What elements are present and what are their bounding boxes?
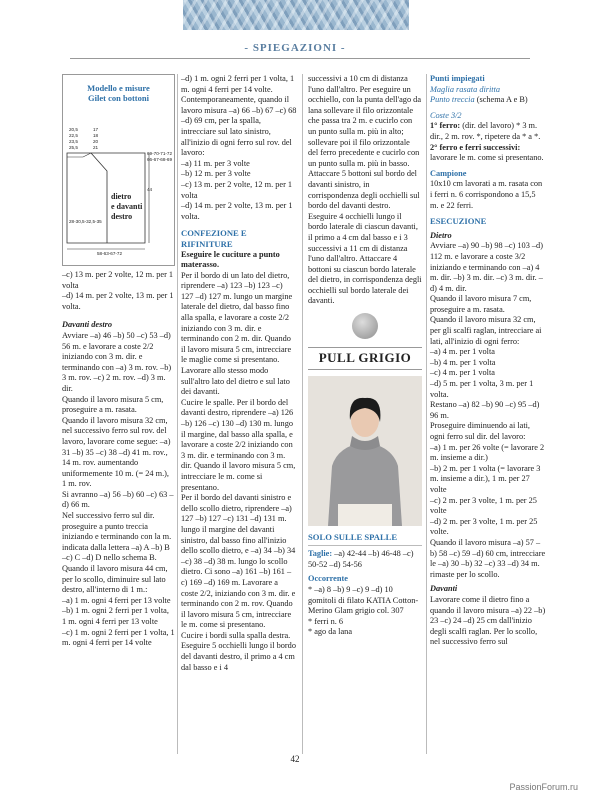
ferro1-text: (dir. del lavoro) * 3 m. dir., 2 m. rov. *, ripetere da * a *.: [430, 121, 541, 141]
column-4: [430, 74, 546, 648]
paragraph: Eseguire 4 occhielli lungo il bordo laterale di ciascun davanti, il primo a 4 cm dal basso e i 3 successivi a 11 cm di distanza l'uno dall'altro. Attaccare 4 bottoni su ciascun bordo laterale del dietro, in corrispondenza degli occhielli sul bordo laterale dei davanti.: [308, 211, 422, 306]
ferro2-text: lavorare le m. come si presentano.: [430, 153, 544, 163]
campione-text: 10x10 cm lavorati a m. rasata con i ferri n. 6 corrispondono a 15,5 m. e 22 ferri.: [430, 179, 543, 210]
schema-box: [62, 74, 175, 266]
text-line: –c) 13 m. per 2 volte, 12 m. per 1 volta: [62, 270, 174, 290]
column-divider: [302, 74, 303, 754]
schema-side-top: 69-70-71-72: [147, 151, 173, 156]
knit-texture-banner: [183, 0, 409, 30]
paragraph: Per il bordo di un lato del dietro, riprendere –a) 123 –b) 123 –c) 127 –d) 127 m. lungo un margine laterale del dietro, dal basso fino alla spalla, e lavorare a coste 2/2 iniziando con 3 m. dir. e terminando con 2 m. dir. Quando il lavoro misura 5 cm, intrecciare le maglie come si presentano. Lavorare allo stesso modo sull'altro lato del dietro e sul lato dei davanti.: [181, 270, 293, 397]
paragraph: Si avranno –a) 56 –b) 60 –c) 63 –d) 66 m.: [62, 489, 174, 510]
schema-h1: 20,5: [69, 127, 78, 132]
paragraph: –b) 4 m. per 1 volta: [430, 357, 496, 367]
paragraph: –c) 13 m. per 2 volte, 12 m. per 1 volta: [181, 179, 293, 200]
paragraph: –a) 1 m. ogni 4 ferri per 13 volte: [62, 595, 171, 605]
paragraph: –d) 2 m. per 3 volte, 1 m. per 25 volte.: [430, 516, 538, 537]
paragraph: Nel successivo ferro sul dir. proseguire a punto treccia iniziando e terminando con la m. indicata dalla lettera –a) A –b) B –c) C –d) D nello schema B.: [62, 511, 172, 563]
garment-schema: [63, 111, 176, 261]
paragraph: Avviare –a) 46 –b) 50 –c) 53 –d) 56 m. e lavorare a coste 2/2 iniziando con 3 m. dir. e terminando con –a) 3 m. rov. –b) 3 m. rov. –c) 2 m. rov. –d) 3 m. dir.: [62, 330, 172, 393]
list-item: * ago da lana: [308, 627, 353, 637]
punti-heading: Punti impiegati: [430, 74, 485, 83]
page-number: 42: [290, 754, 300, 764]
punti-schema: (schema A e B): [474, 95, 528, 105]
paragraph: –a) 1 m. per 26 volte (= lavorare 2 m. insieme a dir.): [430, 442, 545, 463]
column-divider: [426, 74, 427, 754]
coste-heading: Coste 3/2: [430, 110, 462, 120]
bold-intro: Eseguire le cuciture a punto materasso.: [181, 249, 280, 270]
paragraph: Quando il lavoro misura –a) 57 –b) 58 –c) 59 –d) 60 cm, intrecciare le –a) 30 –b) 32 –c) 33 –d) 34 m. rimaste per lo scollo.: [430, 537, 546, 579]
paragraph: Quando il lavoro misura 32 cm, per gli scalfi raglan, intrecciare ai lati, all'inizio di ogni ferro:: [430, 315, 542, 346]
paragraph: –a) 4 m. per 1 volta: [430, 347, 495, 357]
paragraph: –d) 1 m. ogni 2 ferri per 1 volta, 1 m. ogni 4 ferri per 14 volte.: [181, 74, 295, 94]
schema-neck: 28-30,5-32,5-35: [69, 219, 102, 224]
taglie-label: Taglie:: [308, 549, 333, 559]
paragraph: Contemporaneamente, quando il lavoro misura –a) 66 –b) 67 –c) 68 –d) 69 cm, per la spalla, intrecciare sul lato sinistro, all'inizio di ogni ferro sul rov. del lavoro:: [181, 95, 297, 158]
paragraph: Lavorare come il dietro fino a quando il lavoro misura –a) 22 –b) 23 –c) 24 –d) 25 cm dall'inizio degli scalfi raglan. Per lo scollo, nel successivo ferro sul: [430, 594, 546, 647]
paragraph: –c) 2 m. per 3 volte, 1 m. per 25 volte: [430, 495, 537, 516]
paragraph: –c) 1 m. ogni 2 ferri per 1 volta, 1 m. ogni 4 ferri per 14 volte: [62, 627, 175, 648]
subtitle-solo-spalle: SOLO SULLE SPALLE: [308, 531, 398, 542]
column-3: [308, 74, 422, 638]
paragraph: –b) 12 m. per 3 volte: [181, 169, 251, 179]
list-item: * ferri n. 6: [308, 616, 344, 626]
paragraph: successivi a 10 cm di distanza l'uno dall'altro. Per eseguire un occhiello, con la punta dell'ago da lana sollevare il filo orizzontale che passa tra 2 m. e cucirlo con un punto sulla m. più in alto; sollevare poi il filo orizzontale del ferro precedente e cucirlo con un punto sulla m. più in basso. Attaccare 5 bottoni sul bordo del davanti sinistro, in corrispondenza degli occhielli sul bordo del davanti destro.: [308, 74, 422, 211]
esecuzione-heading: ESECUZIONE: [430, 216, 487, 227]
list-item: * –a) 8 –b) 9 –c) 9 –d) 10 gomitoli di filato KATIA Cotton-Merino Glam grigio col. 307: [308, 585, 419, 616]
schema-front-line-3: destro: [111, 212, 133, 221]
column-2: [181, 74, 297, 673]
schema-front-line-2: e davanti: [111, 202, 143, 211]
paragraph: –a) 11 m. per 3 volte: [181, 158, 250, 168]
schema-h2: 22,5: [69, 133, 78, 138]
paragraph: –b) 1 m. ogni 2 ferri per 1 volta, 1 m. ogni 4 ferri per 13 volte: [62, 606, 169, 626]
schema-side-44: 44: [147, 187, 153, 192]
paragraph: Proseguire diminuendo ai lati, ogni ferro sul dir. del lavoro:: [430, 421, 531, 441]
occorrente-heading: Occorrente: [308, 574, 348, 584]
paragraph: –d) 5 m. per 1 volta, 3 m. per 1 volta.: [430, 379, 534, 399]
paragraph: Per il bordo del davanti sinistro e dello scollo dietro, riprendere –a) 127 –b) 127 –c) 131 –d) 131 m. lungo il margine del davanti sinistro, dal basso fino all'inizio dello scollo dietro, e –a) 34 –b) 34 –c) 38 –d) 38 m. lungo lo scollo dietro. Ci sono –a) 161 –b) 161 –c) 169 –d) 169 m. Lavorare a coste 2/2, iniziando con 3 m. dir. e terminando con 2 m. rov. Quando il lavoro misura 5 cm, intrecciare le m. come si presentano.: [181, 493, 296, 630]
schema-title-line-1: Modello e misure: [87, 83, 150, 93]
model-photo: [308, 376, 422, 526]
text-line: –d) 14 m. per 2 volte, 13 m. per 1 volta.: [62, 291, 174, 311]
schema-w2: 18: [93, 133, 99, 138]
paragraph: Cucire le spalle. Per il bordo del davanti destro, riprendere –a) 126 –b) 126 –c) 130 –d) 130 m. lungo il margine, dal basso alla spalla, e lavorare a coste 2/2 iniziando con 3 m. dir. e terminando con 3 m. dir. Quando il lavoro misura 5 cm, intrecciare le m. come si presentano.: [181, 397, 296, 492]
pattern-title: PULL GRIGIO: [308, 347, 422, 370]
schema-side-mid: 66-67-68-69: [147, 157, 173, 162]
ferro1-label: 1° ferro:: [430, 121, 461, 131]
schema-title: [63, 83, 174, 103]
watermark: PassionForum.ru: [509, 782, 578, 792]
paragraph: Quando il lavoro misura 32 cm, nel successivo ferro sul rov. del lavoro, lavorare come segue: –a) 31 –b) 35 –c) 38 –d) 41 m. rov., 14 m. rov. aumentando uniformemente 10 m. (= 24 m.), 1 m. rov.: [62, 415, 171, 489]
column-divider: [177, 74, 178, 754]
paragraph: Cucire i bordi sulla spalla destra. Eseguire 5 occhielli lungo il bordo del davanti destro, il primo a 4 cm dal basso e i 4: [181, 630, 296, 672]
heading-confezione: CONFEZIONE E RIFINITURE: [181, 228, 247, 249]
punto-treccia: Punto treccia: [430, 95, 475, 105]
schema-w3: 20: [93, 139, 99, 144]
schema-bottom: 58-63-67-72: [97, 251, 123, 256]
ferro2-label: 2° ferro e ferri successivi:: [430, 142, 521, 152]
paragraph: Avviare –a) 90 –b) 98 –c) 103 –d) 112 m. e lavorare a coste 3/2 iniziando e terminando con –a) 4 m. dir. –b) 3 m. dir. –c) 3 m. dir. –d) 4 m. dir.: [430, 241, 543, 293]
column-1: [62, 74, 175, 649]
schema-w4: 21: [93, 145, 99, 150]
paragraph: Quando il lavoro misura 44 cm, per lo scollo, diminuire sul lato destro, all'interno di 1 m.:: [62, 564, 168, 595]
schema-front-line-1: dietro: [111, 192, 132, 201]
dietro-heading: Dietro: [430, 230, 452, 240]
paragraph: Quando il lavoro misura 5 cm, proseguire a m. rasata.: [62, 394, 164, 415]
subhead-davanti-destro: Davanti destro: [62, 320, 113, 330]
schema-h3: 23,5: [69, 139, 78, 144]
schema-title-line-2: Gilet con bottoni: [88, 93, 149, 103]
paragraph: –b) 2 m. per 1 volta (= lavorare 3 m. insieme a dir.), 1 m. per 27 volte: [430, 463, 541, 494]
paragraph: Quando il lavoro misura 7 cm, proseguire a m. rasata.: [430, 294, 532, 314]
model-illustration: [308, 376, 422, 526]
paragraph: –d) 14 m. per 2 volte, 13 m. per 1 volta.: [181, 201, 293, 221]
schema-h4: 25,5: [69, 145, 78, 150]
davanti-heading: Davanti: [430, 584, 458, 594]
taglie-values: –a) 42-44 –b) 46-48 –c) 50-52 –d) 54-56: [308, 549, 414, 569]
header-rule: [70, 58, 530, 59]
paragraph: Restano –a) 82 –b) 90 –c) 95 –d) 96 m.: [430, 400, 540, 420]
schema-w1: 17: [93, 127, 99, 132]
yarn-ball-icon: [352, 313, 378, 339]
campione-heading: Campione: [430, 168, 467, 178]
punto-rasata: Maglia rasata diritta: [430, 84, 501, 94]
paragraph: –c) 4 m. per 1 volta: [430, 368, 495, 378]
section-header: - SPIEGAZIONI -: [244, 42, 346, 54]
